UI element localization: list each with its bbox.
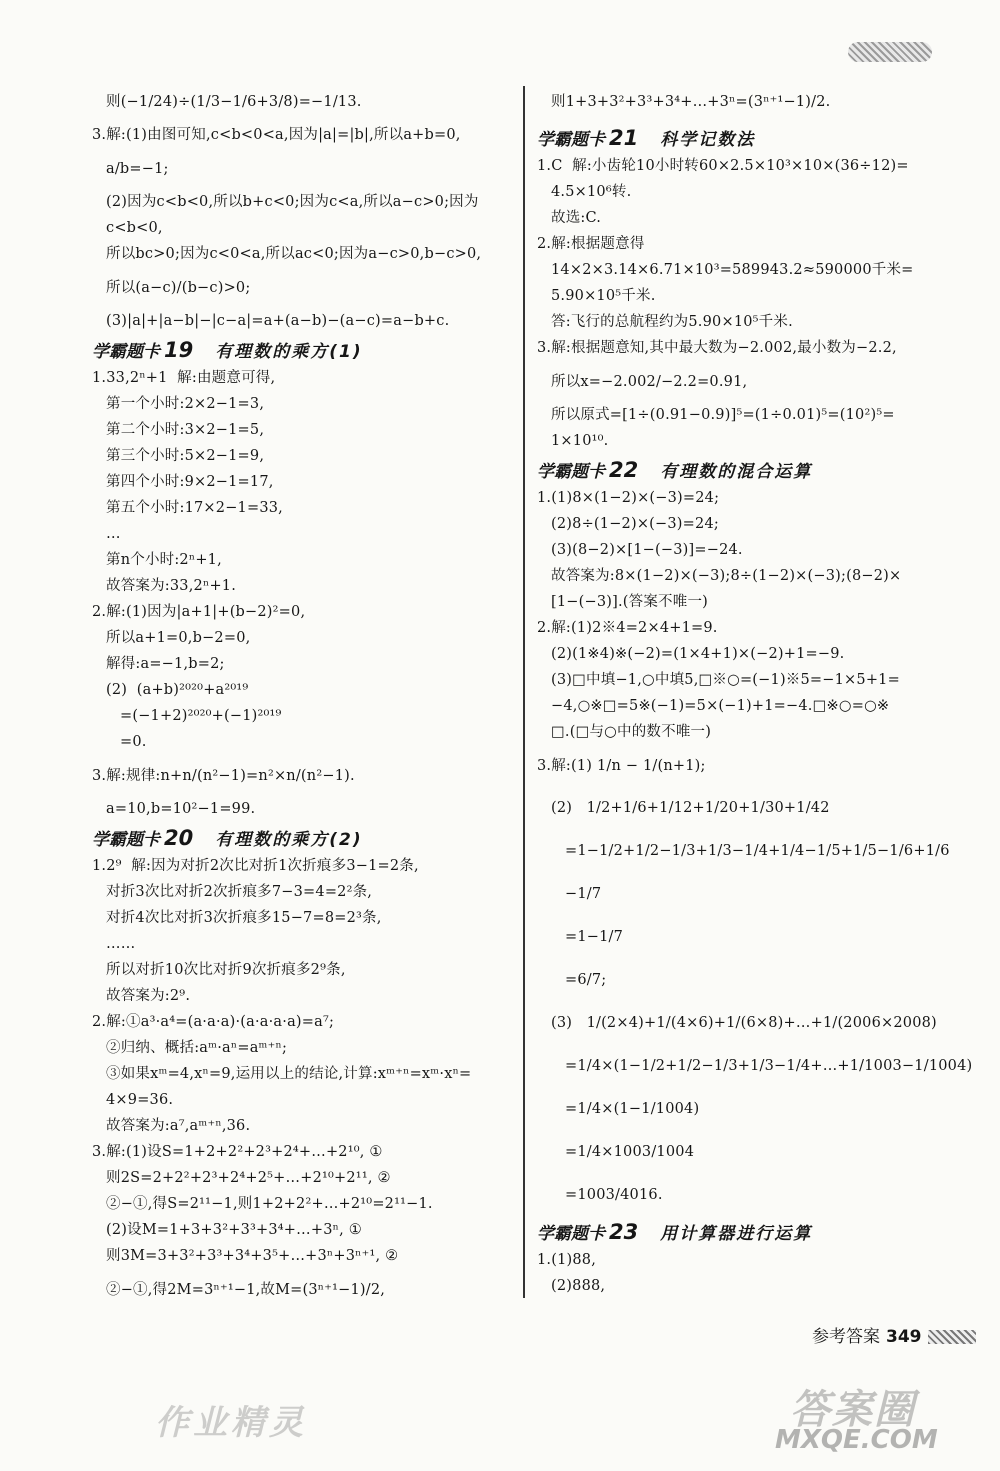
answer-line: 3.解:(1) 1/n − 1/(n+1); xyxy=(537,758,706,774)
page-footer xyxy=(812,1322,992,1348)
right-column xyxy=(537,86,973,1304)
answer-line: 所以a+1=0,b−2=0, xyxy=(106,630,251,646)
answer-line: (2)设M=1+3+3²+3³+3⁴+…+3ⁿ, ① xyxy=(106,1222,362,1238)
answer-line: (3)□中填−1,○中填5,□※○=(−1)※5=−1×5+1= xyxy=(551,672,900,688)
answer-line: 答:飞行的总航程约为5.90×10⁵千米. xyxy=(551,314,793,330)
answer-line: ②−①,得S=2¹¹−1,则1+2+2²+…+2¹⁰=2¹¹−1. xyxy=(106,1196,433,1212)
answer-line: 2.解:(1)2※4=2×4+1=9. xyxy=(537,620,718,636)
answer-line: 第一个小时:2×2−1=3, xyxy=(106,396,265,412)
watermark-left: 作业精灵 xyxy=(155,1403,307,1443)
answer-line: 则(−1/24)÷(1/3−1/6+3/8)=−1/13. xyxy=(106,94,362,110)
answer-line: =1/4×(1−1/1004) xyxy=(565,1101,700,1117)
heading-number: 21 xyxy=(609,126,639,150)
answer-line: 所以x=−2.002/−2.2=0.91, xyxy=(551,374,748,390)
answer-line: 则2S=2+2²+2³+2⁴+2⁵+…+2¹⁰+2¹¹, ② xyxy=(106,1170,391,1186)
section-heading xyxy=(537,459,957,481)
answer-line: (3)(8−2)×[1−(−3)]=−24. xyxy=(551,542,743,558)
answer-line: (3)|a|+|a−b|−|c−a|=a+(a−b)−(a−c)=a−b+c. xyxy=(106,313,450,329)
answer-line: =1003/4016. xyxy=(565,1187,663,1203)
heading-subtitle: 有理数的乘方(2) xyxy=(215,830,363,850)
answer-line: (2)因为c<b<0,所以b+c<0;因为c<a,所以a−c>0;因为 xyxy=(106,194,479,210)
answer-line: a/b=−1; xyxy=(106,161,169,177)
answer-line: 2.解:根据题意得 xyxy=(537,236,645,252)
answer-line: 所以原式=[1÷(0.91−0.9)]⁵=(1÷0.01)⁵=(10²)⁵= xyxy=(551,407,895,423)
answer-line: 所以对折10次比对折9次折痕多2⁹条, xyxy=(106,962,346,978)
footer-label: 参考答案 xyxy=(812,1327,880,1347)
column-divider xyxy=(523,86,525,1298)
heading-title: 学霸题卡 xyxy=(92,830,160,850)
answer-line: 故选:C. xyxy=(551,210,602,226)
section-heading xyxy=(537,127,957,149)
heading-number: 22 xyxy=(609,458,639,482)
answer-line: 4.5×10⁶转. xyxy=(551,184,632,200)
answer-line: 3.解:(1)设S=1+2+2²+2³+2⁴+…+2¹⁰, ① xyxy=(92,1144,383,1160)
answer-line: ②−①,得2M=3ⁿ⁺¹−1,故M=(3ⁿ⁺¹−1)/2, xyxy=(106,1282,386,1298)
answer-line: 14×2×3.14×6.71×10³=589943.2≈590000千米= xyxy=(551,262,914,278)
answer-line: 2.解:①a³·a⁴=(a·a·a)·(a·a·a·a)=a⁷; xyxy=(92,1014,335,1030)
heading-subtitle: 用计算器进行运算 xyxy=(660,1224,813,1244)
section-heading xyxy=(92,827,512,849)
answer-line: □.(□与○中的数不唯一) xyxy=(551,724,712,740)
answer-line: 4×9=36. xyxy=(106,1092,174,1108)
answer-line: 3.解:根据题意知,其中最大数为−2.002,最小数为−2.2, xyxy=(537,340,897,356)
heading-subtitle: 有理数的混合运算 xyxy=(660,462,813,482)
answer-line: 故答案为:a⁷,aᵐ⁺ⁿ,36. xyxy=(106,1118,251,1134)
answer-line: (2)8÷(1−2)×(−3)=24; xyxy=(551,516,719,532)
answer-line: (2)888, xyxy=(551,1278,606,1294)
answer-line: (2) 1/2+1/6+1/12+1/20+1/30+1/42 xyxy=(551,800,830,816)
answer-line: =1−1/7 xyxy=(565,929,624,945)
heading-title: 学霸题卡 xyxy=(537,130,605,150)
heading-subtitle: 有理数的乘方(1) xyxy=(215,342,363,362)
answer-line: 1.C 解:小齿轮10小时转60×2.5×10³×10×(36÷12)= xyxy=(537,158,909,174)
answer-line: =0. xyxy=(120,734,147,750)
section-heading xyxy=(537,1221,957,1243)
heading-subtitle: 科学记数法 xyxy=(660,130,756,150)
answer-line: 2.解:(1)因为|a+1|+(b−2)²=0, xyxy=(92,604,306,620)
answer-line: 第三个小时:5×2−1=9, xyxy=(106,448,265,464)
heading-title: 学霸题卡 xyxy=(92,342,160,362)
watermark-site: MXQE.COM xyxy=(775,1425,938,1455)
watermark-logo: 答案圈 xyxy=(790,1387,916,1433)
answer-line: …… xyxy=(106,936,136,952)
answer-line: 故答案为:33,2ⁿ+1. xyxy=(106,578,237,594)
answer-line: 第五个小时:17×2−1=33, xyxy=(106,500,283,516)
answer-line: 3.解:(1)由图可知,c<b<0<a,因为|a|=|b|,所以a+b=0, xyxy=(92,127,461,143)
answer-line: (3) 1/(2×4)+1/(4×6)+1/(6×8)+…+1/(2006×2008) xyxy=(551,1015,937,1031)
answer-line: −1/7 xyxy=(565,886,602,902)
footer-decoration xyxy=(928,1330,976,1344)
answer-line: 1.(1)8×(1−2)×(−3)=24; xyxy=(537,490,720,506)
answer-line: 对折4次比对折3次折痕多15−7=8=2³条, xyxy=(106,910,382,926)
answer-line: 1×10¹⁰. xyxy=(551,433,609,449)
section-heading xyxy=(92,339,512,361)
answer-line: ②归纳、概括:aᵐ·aⁿ=aᵐ⁺ⁿ; xyxy=(106,1040,288,1056)
answer-line: c<b<0, xyxy=(106,220,163,236)
answer-line: 则1+3+3²+3³+3⁴+…+3ⁿ=(3ⁿ⁺¹−1)/2. xyxy=(551,94,831,110)
answer-line: 所以(a−c)/(b−c)>0; xyxy=(106,280,251,296)
answer-line: 解得:a=−1,b=2; xyxy=(106,656,225,672)
corner-decoration xyxy=(848,42,932,62)
answer-line: [1−(−3)].(答案不唯一) xyxy=(551,594,709,610)
heading-title: 学霸题卡 xyxy=(537,1224,605,1244)
answer-line: 对折3次比对折2次折痕多7−3=4=2²条, xyxy=(106,884,373,900)
answer-line: =1−1/2+1/2−1/3+1/3−1/4+1/4−1/5+1/5−1/6+1/6 xyxy=(565,843,950,859)
answer-line: 1.2⁹ 解:因为对折2次比对折1次折痕多3−1=2条, xyxy=(92,858,419,874)
answer-line: =(−1+2)²⁰²⁰+(−1)²⁰¹⁹ xyxy=(120,708,282,724)
answer-line: 5.90×10⁵千米. xyxy=(551,288,656,304)
answer-line: a=10,b=10²−1=99. xyxy=(106,801,256,817)
heading-number: 20 xyxy=(164,826,194,850)
answer-line: … xyxy=(106,526,121,542)
answer-line: 故答案为:8×(1−2)×(−3);8÷(1−2)×(−3);(8−2)× xyxy=(551,568,902,584)
answer-line: ③如果xᵐ=4,xⁿ=9,运用以上的结论,计算:xᵐ⁺ⁿ=xᵐ·xⁿ= xyxy=(106,1066,472,1082)
answer-line: −4,○※□=5※(−1)=5×(−1)+1=−4.□※○=○※ xyxy=(551,698,890,714)
answer-line: (2)(1※4)※(−2)=(1×4+1)×(−2)+1=−9. xyxy=(551,646,845,662)
answer-line: 3.解:规律:n+n/(n²−1)=n²×n/(n²−1). xyxy=(92,768,355,784)
heading-title: 学霸题卡 xyxy=(537,462,605,482)
answer-line: 则3M=3+3²+3³+3⁴+3⁵+…+3ⁿ+3ⁿ⁺¹, ② xyxy=(106,1248,399,1264)
answer-line: =1/4×(1−1/2+1/2−1/3+1/3−1/4+…+1/1003−1/1004) xyxy=(565,1058,973,1074)
answer-line: 1.33,2ⁿ+1 解:由题意可得, xyxy=(92,370,276,386)
page-number: 349 xyxy=(886,1327,922,1347)
answer-line: 第二个小时:3×2−1=5, xyxy=(106,422,265,438)
answer-line: 第四个小时:9×2−1=17, xyxy=(106,474,274,490)
answer-line: (2) (a+b)²⁰²⁰+a²⁰¹⁹ xyxy=(106,682,249,698)
answer-line: 故答案为:2⁹. xyxy=(106,988,191,1004)
answer-line: =6/7; xyxy=(565,972,607,988)
answer-line: =1/4×1003/1004 xyxy=(565,1144,695,1160)
answer-line: 1.(1)88, xyxy=(537,1252,597,1268)
heading-number: 23 xyxy=(609,1220,639,1244)
heading-number: 19 xyxy=(164,338,194,362)
answer-line: 第n个小时:2ⁿ+1, xyxy=(106,552,222,568)
answer-line: 所以bc>0;因为c<0<a,所以ac<0;因为a−c>0,b−c>0, xyxy=(106,246,482,262)
left-column xyxy=(92,86,512,1315)
